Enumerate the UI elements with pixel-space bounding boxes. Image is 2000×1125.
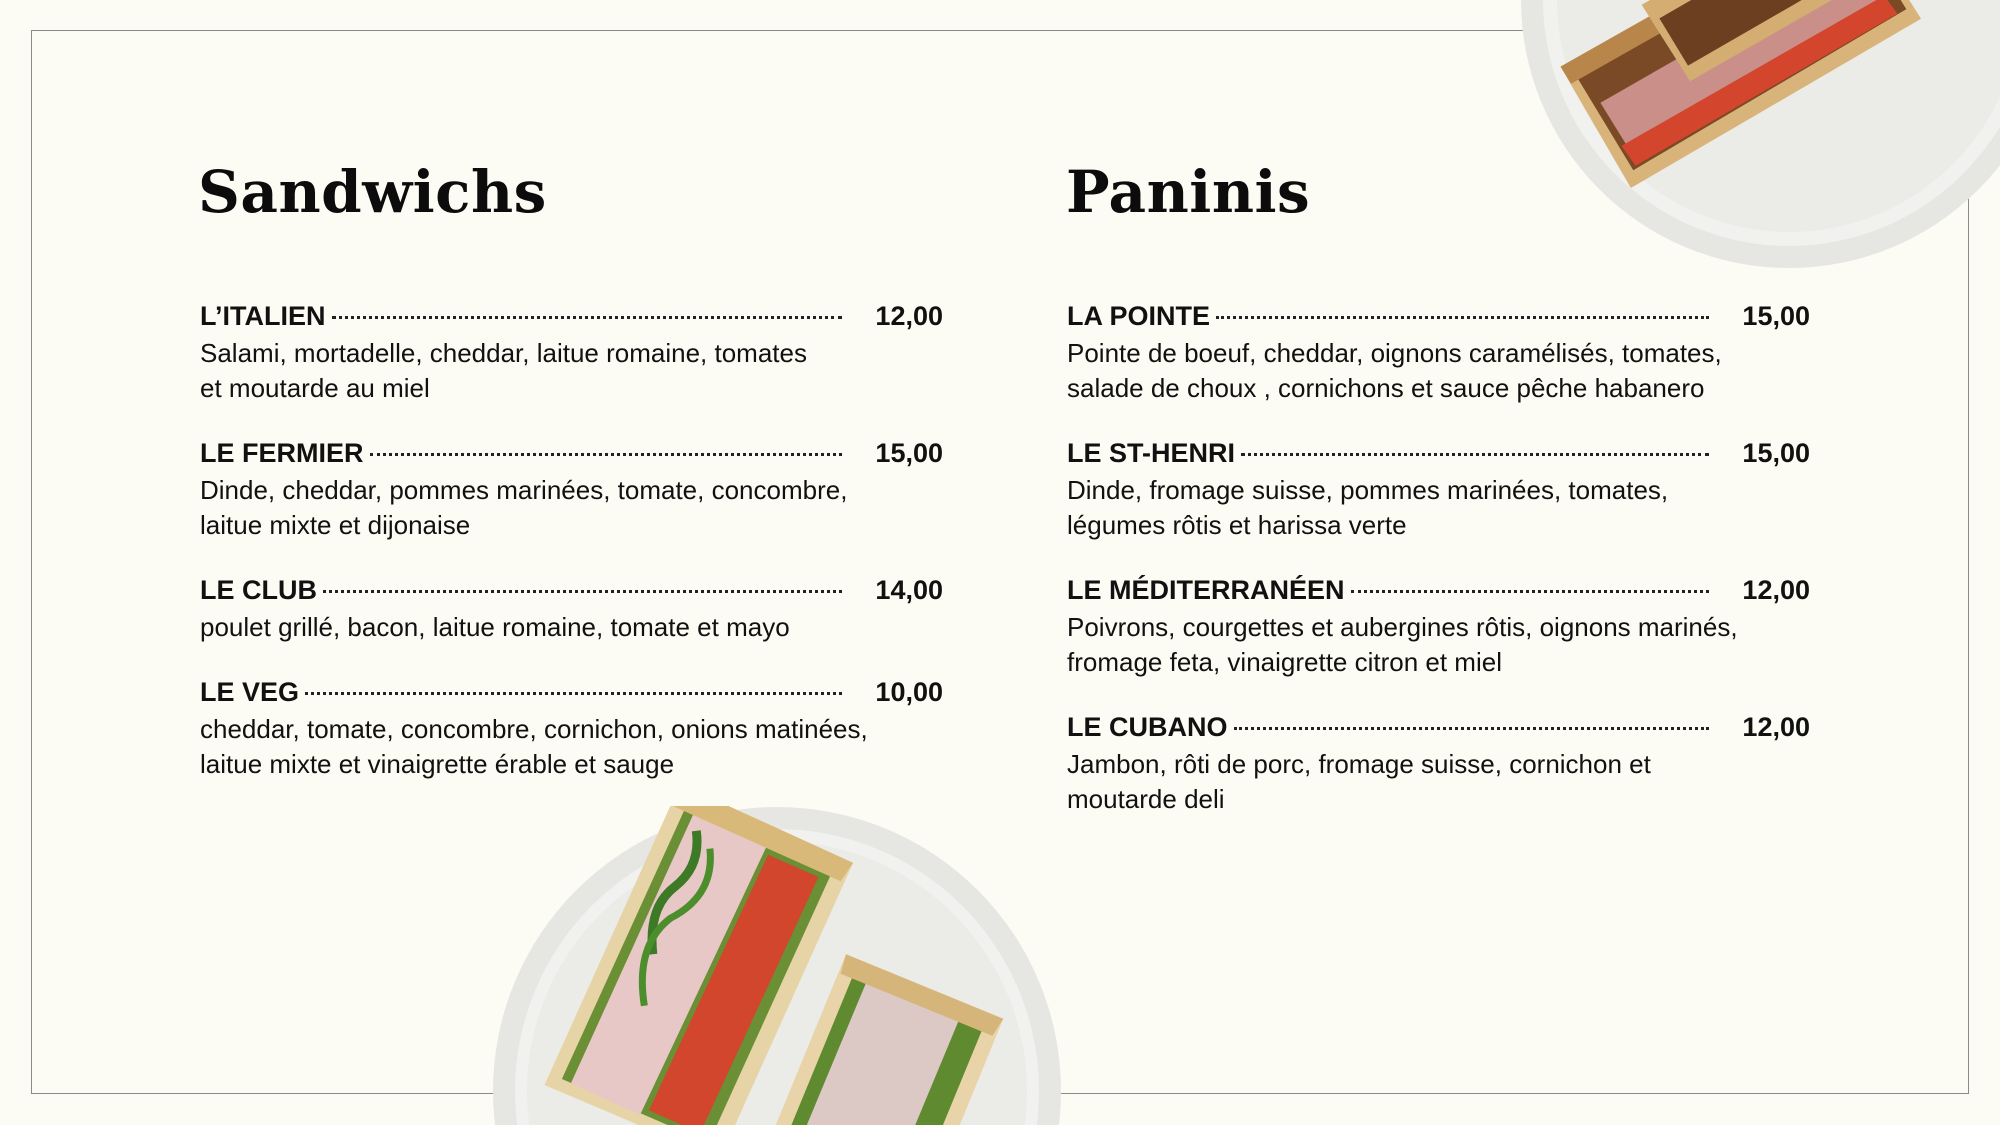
sandwich-plate-image (492, 806, 1062, 1125)
dotted-leader (305, 692, 842, 695)
item-name: LE CLUB (200, 575, 317, 605)
paninis-heading: Paninis (1066, 158, 1311, 226)
item-price: 12,00 (1742, 575, 1810, 605)
item-price: 14,00 (875, 575, 943, 605)
dotted-leader (1216, 316, 1709, 319)
item-name: LE MÉDITERRANÉEN (1067, 575, 1345, 605)
menu-item (1067, 711, 1810, 817)
menu-item-header (1067, 300, 1810, 332)
menu-item-header (1067, 711, 1810, 743)
item-name: L’ITALIEN (200, 301, 326, 331)
menu-item-header (1067, 574, 1810, 606)
menu-item (200, 574, 943, 645)
menu-item (200, 300, 943, 406)
item-description: Dinde, fromage suisse, pommes marinées, tomates, légumes rôtis et harissa verte (1067, 475, 1669, 540)
item-price: 15,00 (1742, 301, 1810, 331)
item-description: poulet grillé, bacon, laitue romaine, tomate et mayo (200, 612, 790, 642)
menu-item (1067, 300, 1810, 406)
sandwichs-list (200, 300, 943, 813)
paninis-list (1067, 300, 1810, 848)
menu-item-header (200, 300, 943, 332)
item-name: LE ST-HENRI (1067, 438, 1236, 468)
dotted-leader (1351, 590, 1709, 593)
item-price: 12,00 (875, 301, 943, 331)
item-price: 15,00 (875, 438, 943, 468)
sandwichs-heading: Sandwichs (198, 158, 547, 226)
menu-item (1067, 437, 1810, 543)
menu-item-header (200, 437, 943, 469)
dotted-leader (1234, 727, 1710, 730)
item-description: Jambon, rôti de porc, fromage suisse, cornichon et moutarde deli (1067, 749, 1651, 814)
item-description: Poivrons, courgettes et aubergines rôtis, oignons marinés, fromage feta, vinaigrette citron et miel (1067, 612, 1738, 677)
dotted-leader (323, 590, 842, 593)
item-price: 15,00 (1742, 438, 1810, 468)
item-price: 12,00 (1742, 712, 1810, 742)
dotted-leader (1241, 453, 1709, 456)
item-price: 10,00 (875, 677, 943, 707)
menu-item (200, 676, 943, 782)
menu-item (1067, 574, 1810, 680)
item-name: LA POINTE (1067, 301, 1211, 331)
item-description: Dinde, cheddar, pommes marinées, tomate, concombre, laitue mixte et dijonaise (200, 475, 848, 540)
item-name: LE FERMIER (200, 438, 364, 468)
panini-plate-image (1504, 0, 2000, 268)
menu-item-header (200, 676, 943, 708)
item-name: LE CUBANO (1067, 712, 1228, 742)
item-description: Pointe de boeuf, cheddar, oignons caramélisés, tomates, salade de choux , cornichons et sauce pêche habanero (1067, 338, 1722, 403)
dotted-leader (370, 453, 842, 456)
dotted-leader (332, 316, 843, 319)
item-name: LE VEG (200, 677, 300, 707)
menu-item-header (200, 574, 943, 606)
item-description: cheddar, tomate, concombre, cornichon, onions matinées, laitue mixte et vinaigrette érable et sauge (200, 714, 868, 779)
menu-item-header (1067, 437, 1810, 469)
item-description: Salami, mortadelle, cheddar, laitue romaine, tomates et moutarde au miel (200, 338, 807, 403)
menu-item (200, 437, 943, 543)
